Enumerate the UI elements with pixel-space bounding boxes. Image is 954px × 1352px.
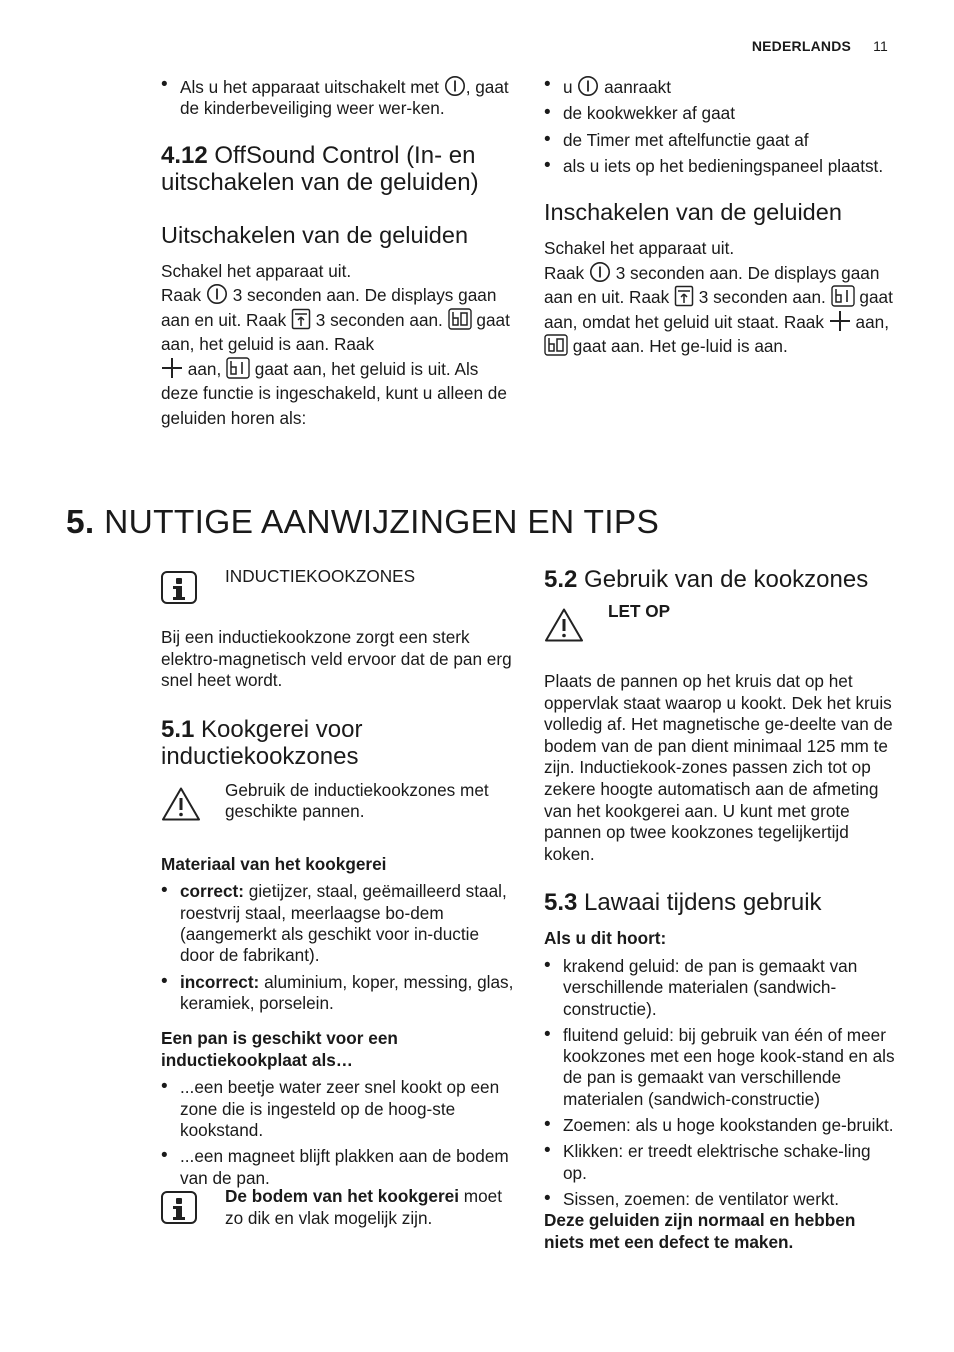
b0-display-icon <box>448 308 472 330</box>
section-4-12-heading: 4.12 OffSound Control (In- en uitschakelen van de geluiden) <box>161 141 479 196</box>
section-5-3-heading: 5.3 Lawaai tijdens gebruik <box>544 889 822 917</box>
inschakelen-text: Schakel het apparaat uit. Raak 3 seconden aan. De displays gaan aan en uit. Raak 3 seconden aan. gaat aan, omdat het geluid uit staat. Raak aan, gaat aan. Het ge-luid is aan. <box>544 238 893 357</box>
list-item: • als u iets op het bedieningspaneel plaatst. <box>544 156 896 177</box>
page-number: 11 <box>873 38 888 54</box>
power-icon <box>577 75 599 97</box>
warning-text: Gebruik de inductiekookzones met geschikte pannen. <box>225 779 489 822</box>
list-item: • de kookwekker af gaat <box>544 103 896 124</box>
chapter-5-heading: 5. NUTTIGE AANWIJZINGEN EN TIPS <box>66 504 660 541</box>
power-icon <box>589 261 611 283</box>
list-item: • ...een magneet blijft plakken aan de bodem van de pan. <box>161 1146 516 1189</box>
noise-subheading: Als u dit hoort: <box>544 928 667 949</box>
material-subheading: Materiaal van het kookgerei <box>161 853 387 874</box>
noise-list <box>544 956 896 1210</box>
uitschakelen-text: Schakel het apparaat uit. Raak 3 seconden aan. De displays gaan aan en uit. Raak 3 seconden aan. gaat aan, het geluid is aan. Raak aan, gaat aan, het geluid is uit. Als deze functie is ingeschakeld, kunt u alleen de geluiden horen als: <box>161 260 510 428</box>
list-item: • krakend geluid: de pan is gemaakt van verschillende materialen (sandwich-constructie). <box>544 956 896 1020</box>
timer-icon <box>674 285 694 307</box>
page-header <box>752 38 888 54</box>
plus-icon <box>161 357 183 379</box>
pan-test-list <box>161 1077 516 1188</box>
warning-icon <box>161 786 201 822</box>
material-list <box>161 881 516 1014</box>
timer-icon <box>291 308 311 330</box>
section-5-1-heading: 5.1 Kookgerei voor inductiekookzones <box>161 715 363 770</box>
list-item: • Zoemen: als u hoge kookstanden ge-bruikt. <box>544 1115 896 1136</box>
header-language: NEDERLANDS <box>751 38 852 54</box>
b1-display-icon <box>831 285 855 307</box>
list-item: • u aanraakt <box>544 75 896 98</box>
warning-icon <box>544 607 584 643</box>
sounds-bullet-list <box>544 75 896 177</box>
left-top-column <box>161 75 513 430</box>
letop-label: LET OP <box>608 601 671 621</box>
info-bodem-note: De bodem van het kookgerei moet zo dik en vlak mogelijk zijn. <box>225 1186 503 1228</box>
list-item: • Klikken: er treedt elektrische schake-ling op. <box>544 1141 896 1184</box>
noise-footer: Deze geluiden zijn normaal en hebben niets met een defect te maken. <box>544 1210 856 1252</box>
list-item: • de Timer met aftelfunctie gaat af <box>544 130 896 151</box>
section-5-2-heading: 5.2 Gebruik van de kookzones <box>544 566 869 593</box>
list-item: • incorrect: aluminium, koper, messing, glas, keramiek, porselein. <box>161 972 516 1015</box>
inductie-intro-text: Bij een inductiekookzone zorgt een sterk elektro-magnetisch veld ervoor dat de pan erg snel heet wordt. <box>161 627 512 691</box>
kookzones-text: Plaats de pannen op het kruis dat op het oppervlak staat waarop u kookt. Dek het kruis volledig af. Het magnetische ge-deelte van de bodem van de pan dient minimaal 125 mm te zijn. Inductiekook-zones passen zich tot op zekere hoogte automatisch aan de afmeting van het kookgerei aan. U kunt met grote pannen op twee kookzones tegelijkertijd koken. <box>544 671 893 864</box>
info-inductie-label: INDUCTIEKOOKZONES <box>225 566 416 586</box>
left-bottom-column <box>161 627 516 1194</box>
list-item: • Sissen, zoemen: de ventilator werkt. <box>544 1189 896 1210</box>
pan-subheading: Een pan is geschikt voor een inductiekookplaat als… <box>161 1028 398 1070</box>
right-top-column <box>544 75 896 359</box>
uitschakelen-heading: Uitschakelen van de geluiden <box>161 221 469 248</box>
inschakelen-heading: Inschakelen van de geluiden <box>544 199 842 226</box>
list-item: • Als u het apparaat uitschakelt met , gaat de kinderbeveiliging weer wer-ken. <box>161 75 513 120</box>
power-icon <box>444 75 466 97</box>
info-icon <box>161 571 197 604</box>
letop-note <box>544 601 896 649</box>
right-bottom-column <box>544 566 896 1253</box>
list-item: • correct: gietijzer, staal, geëmailleerd staal, roestvrij staal, meerlaagse bo-dem (aangemerkt als geschikt voor in-ductie door de fabrikant). <box>161 881 516 966</box>
b0-display-icon <box>544 334 568 356</box>
info-icon <box>161 1191 197 1224</box>
power-icon <box>206 283 228 305</box>
list-item: • ...een beetje water zeer snel kookt op een zone die is ingesteld op de hoog-ste kookstand. <box>161 1077 516 1141</box>
plus-icon <box>829 310 851 332</box>
warning-note <box>161 779 516 832</box>
b1-display-icon <box>226 357 250 379</box>
list-item: • fluitend geluid: bij gebruik van één of meer kookzones met een hoge kook-stand en als de pan is gemaakt van verschillende materialen (sandwich-constructie) <box>544 1025 896 1110</box>
childlock-bullet-list <box>161 75 513 120</box>
